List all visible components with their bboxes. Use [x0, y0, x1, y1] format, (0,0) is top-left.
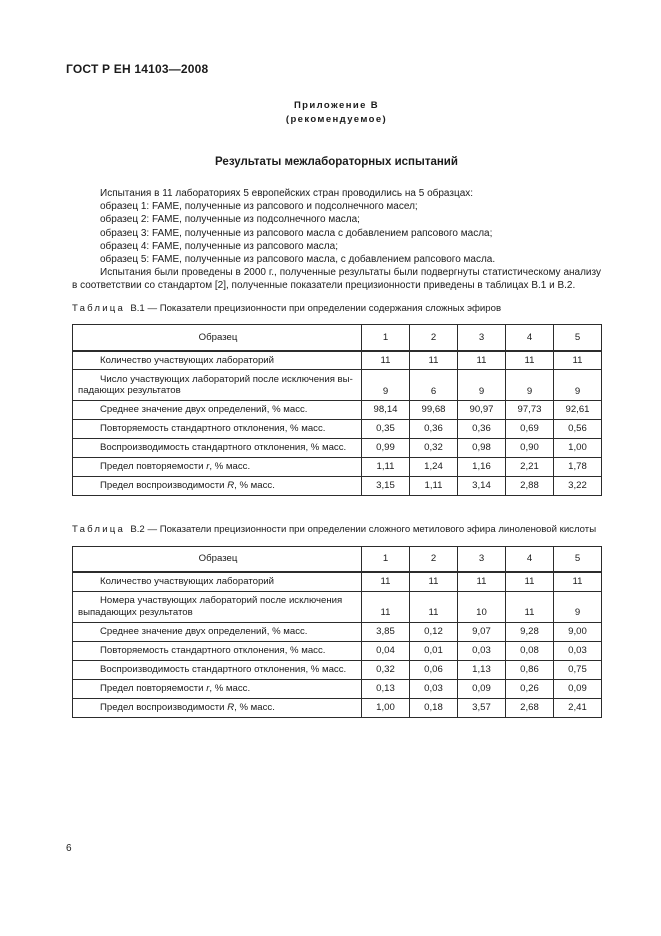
cell-value: 10 [458, 591, 506, 622]
cell-value: 11 [362, 572, 410, 591]
row-label: Номера участвующих лабораторий после исключения выпадающих результатов [73, 591, 362, 622]
table-row [73, 477, 602, 496]
annex-subtitle: (рекомендуемое) [285, 114, 388, 125]
table-row [73, 370, 602, 401]
cell-value: 0,08 [506, 641, 554, 660]
row-label: Количество участвующих лабораторий [73, 351, 362, 370]
cell-value: 0,03 [458, 641, 506, 660]
cell-value: 0,09 [554, 679, 602, 698]
cell-value: 2,41 [554, 698, 602, 717]
cell-value: 1,00 [554, 439, 602, 458]
table-row [73, 660, 602, 679]
sample-line: образец 2: FAME, полученные из подсолнечного масла; [100, 214, 360, 226]
table-row [73, 572, 602, 591]
table-row [73, 439, 602, 458]
cell-value: 1,13 [458, 660, 506, 679]
doc-code: ГОСТ Р ЕН 14103—2008 [66, 62, 209, 76]
cell-value: 1,16 [458, 458, 506, 477]
table-header-row [73, 546, 602, 572]
annex-title: Приложение В [293, 100, 380, 111]
row-label: Количество участвующих лабораторий [73, 572, 362, 591]
cell-value: 2,68 [506, 698, 554, 717]
cell-value: 1,00 [362, 698, 410, 717]
cell-value: 1,11 [362, 458, 410, 477]
row-label: Воспроизводимость стандартного отклонения, % масс. [73, 660, 362, 679]
cell-value: 11 [362, 351, 410, 370]
cell-value: 1,24 [410, 458, 458, 477]
cell-value: 11 [362, 591, 410, 622]
column-header: 3 [458, 325, 506, 351]
cell-value: 99,68 [410, 401, 458, 420]
table-row [73, 458, 602, 477]
cell-value: 11 [506, 591, 554, 622]
row-label: Повторяемость стандартного отклонения, % масс. [73, 420, 362, 439]
sample-line: образец 4: FAME, полученные из рапсового масла; [100, 240, 338, 252]
cell-value: 0,09 [458, 679, 506, 698]
cell-value: 0,32 [362, 660, 410, 679]
table-row [73, 679, 602, 698]
cell-value: 9,00 [554, 622, 602, 641]
page-title: Результаты межлабораторных испытаний [215, 156, 458, 168]
cell-value: 0,90 [506, 439, 554, 458]
table-row [73, 591, 602, 622]
table-header-row [73, 325, 602, 351]
row-label: Среднее значение двух определений, % масс. [73, 622, 362, 641]
cell-value: 0,03 [554, 641, 602, 660]
page-number: 6 [66, 843, 72, 854]
cell-value: 11 [554, 572, 602, 591]
cell-value: 9 [554, 591, 602, 622]
precision-table-b2 [72, 546, 602, 718]
row-label: Предел повторяемости r, % масс. [73, 458, 362, 477]
column-header: 2 [410, 325, 458, 351]
table-row [73, 622, 602, 641]
cell-value: 9,28 [506, 622, 554, 641]
sample-line: образец 3: FAME, полученные из рапсового масла с добавлением рапсового масла; [100, 227, 493, 239]
cell-value: 9 [458, 370, 506, 401]
cell-value: 0,86 [506, 660, 554, 679]
caption-word: Таблица [72, 524, 126, 536]
cell-value: 0,32 [410, 439, 458, 458]
cell-value: 11 [554, 351, 602, 370]
caption-text: — Показатели прецизионности при определении сложного метилового эфира линоленовой кислоты [147, 524, 597, 536]
cell-value: 11 [506, 572, 554, 591]
cell-value: 0,03 [410, 679, 458, 698]
column-header-sample: Образец [73, 546, 362, 572]
cell-value: 0,56 [554, 420, 602, 439]
row-label: Число участвующих лабораторий после исключения выпадающих результатов [73, 370, 362, 401]
table-b2-caption [72, 523, 601, 536]
table-row [73, 698, 602, 717]
cell-value: 92,61 [554, 401, 602, 420]
cell-value: 11 [410, 351, 458, 370]
row-label: Предел повторяемости r, % масс. [73, 679, 362, 698]
cell-value: 0,13 [362, 679, 410, 698]
cell-value: 0,26 [506, 679, 554, 698]
cell-value: 3,22 [554, 477, 602, 496]
cell-value: 0,04 [362, 641, 410, 660]
column-header: 1 [362, 325, 410, 351]
table-b1-caption [72, 302, 601, 315]
column-header: 3 [458, 546, 506, 572]
cell-value: 11 [410, 591, 458, 622]
row-label: Воспроизводимость стандартного отклонения, % масс. [73, 439, 362, 458]
cell-value: 3,14 [458, 477, 506, 496]
column-header: 5 [554, 325, 602, 351]
column-header: 1 [362, 546, 410, 572]
row-label: Повторяемость стандартного отклонения, % масс. [73, 641, 362, 660]
cell-value: 11 [458, 351, 506, 370]
cell-value: 98,14 [362, 401, 410, 420]
cell-value: 9,07 [458, 622, 506, 641]
intro-paragraph [72, 187, 601, 293]
column-header: 4 [506, 546, 554, 572]
cell-value: 0,01 [410, 641, 458, 660]
cell-value: 11 [458, 572, 506, 591]
column-header: 5 [554, 546, 602, 572]
cell-value: 0,99 [362, 439, 410, 458]
column-header: 4 [506, 325, 554, 351]
column-header: 2 [410, 546, 458, 572]
table-row [73, 641, 602, 660]
column-header-sample: Образец [73, 325, 362, 351]
cell-value: 0,36 [458, 420, 506, 439]
caption-text: — Показатели прецизионности при определении содержания сложных эфиров [147, 302, 502, 314]
row-label: Предел воспроизводимости R, % масс. [73, 477, 362, 496]
caption-number: В.1 [130, 302, 145, 314]
cell-value: 9 [506, 370, 554, 401]
cell-value: 2,88 [506, 477, 554, 496]
row-label: Предел воспроизводимости R, % масс. [73, 698, 362, 717]
cell-value: 9 [362, 370, 410, 401]
cell-value: 9 [554, 370, 602, 401]
caption-word: Таблица [72, 302, 126, 314]
cell-value: 3,15 [362, 477, 410, 496]
cell-value: 2,21 [506, 458, 554, 477]
cell-value: 1,78 [554, 458, 602, 477]
intro-lead: Испытания в 11 лабораториях 5 европейских стран проводились на 5 образцах: [100, 188, 474, 199]
sample-line: образец 1: FAME, полученные из рапсового и подсолнечного масел; [100, 201, 418, 213]
annex-heading [72, 99, 601, 127]
cell-value: 0,75 [554, 660, 602, 679]
cell-value: 90,97 [458, 401, 506, 420]
table-row [73, 420, 602, 439]
cell-value: 3,85 [362, 622, 410, 641]
cell-value: 6 [410, 370, 458, 401]
cell-value: 0,36 [410, 420, 458, 439]
cell-value: 3,57 [458, 698, 506, 717]
cell-value: 11 [410, 572, 458, 591]
intro-closing: Испытания были проведены в 2000 г., полученные результаты были подвергнуты статистическому анализу в соответствии со стандартом [2], полученные показатели прецизионности приведены в таблицах В.1 и В.2. [72, 267, 601, 292]
cell-value: 0,69 [506, 420, 554, 439]
cell-value: 97,73 [506, 401, 554, 420]
sample-line: образец 5: FAME, полученные из рапсового масла, с добавлением рапсового масла. [100, 254, 496, 266]
cell-value: 0,35 [362, 420, 410, 439]
cell-value: 0,98 [458, 439, 506, 458]
cell-value: 0,06 [410, 660, 458, 679]
cell-value: 11 [506, 351, 554, 370]
cell-value: 1,11 [410, 477, 458, 496]
precision-table-b1 [72, 324, 602, 496]
caption-number: В.2 [130, 524, 145, 536]
table-row [73, 401, 602, 420]
table-row [73, 351, 602, 370]
row-label: Среднее значение двух определений, % масс. [73, 401, 362, 420]
cell-value: 0,12 [410, 622, 458, 641]
cell-value: 0,18 [410, 698, 458, 717]
